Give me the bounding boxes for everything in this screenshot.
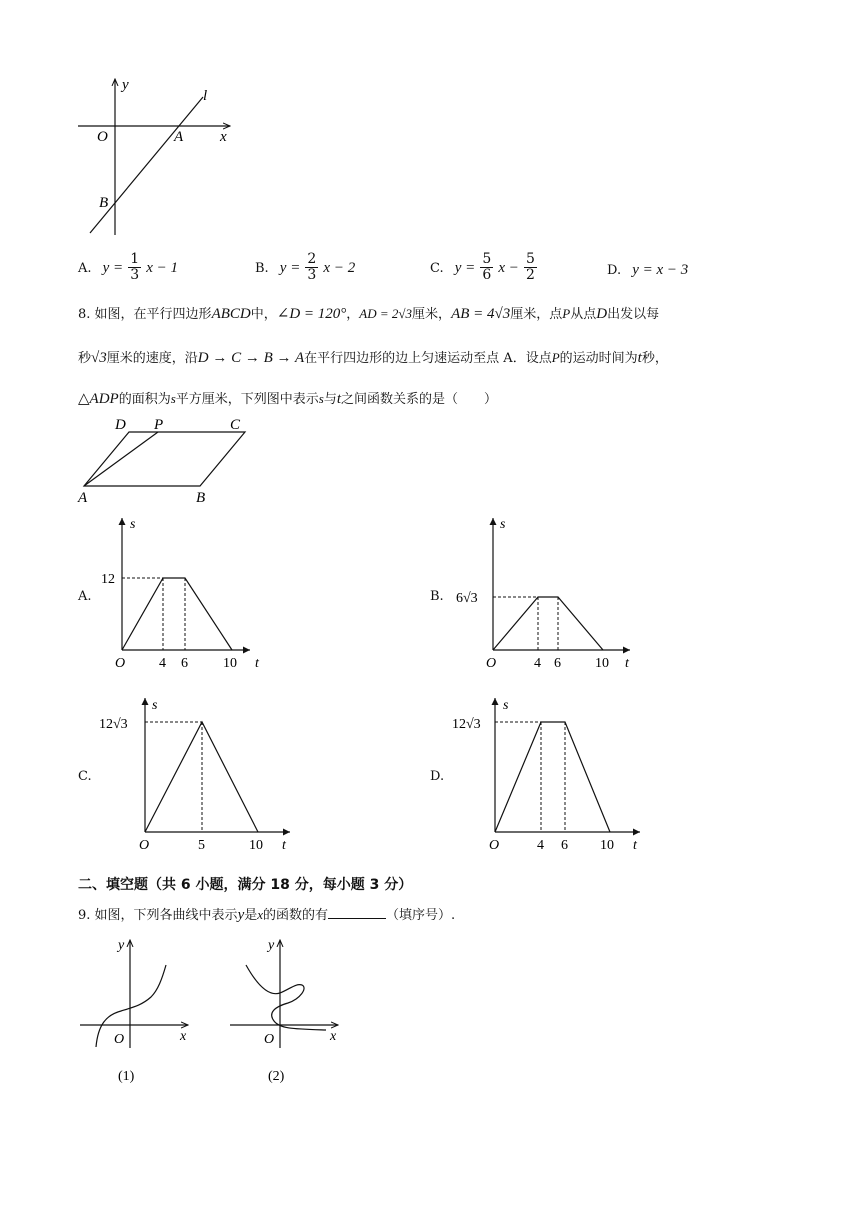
s-axis-label: s: [500, 517, 506, 532]
section-title: 二、填空题（共 6 小题，满分 18 分，每小题 3 分）: [78, 877, 413, 893]
graph-b-curve: [493, 597, 603, 650]
graph-option-c: [95, 695, 295, 857]
x-tick-label: 6: [561, 838, 568, 853]
line-l: [90, 97, 203, 233]
line-graph-figure: [70, 75, 250, 240]
q8-line-3: △ADP的面积为s平方厘米，下列图中表示s与t之间函数关系的是（ ）: [78, 391, 498, 407]
graph-d-curve: [495, 722, 610, 832]
answer-blank[interactable]: [328, 906, 386, 919]
fraction: $\frac{5}{6}$: [482, 251, 492, 283]
y-tick-label: 12: [101, 572, 115, 587]
q7-option-b[interactable]: B. y = $\frac{2}{3}$ x − 2: [255, 251, 356, 283]
graph-option-d: [450, 695, 650, 857]
q8-option-c-label[interactable]: C.: [78, 769, 92, 784]
y-tick-label: 12√3: [99, 717, 128, 732]
x-tick-label: 10: [223, 656, 237, 671]
q8-line-2: 秒√3厘米的速度，沿D → C → B → A在平行四边形的边上匀速运动至点 A．设点P的运动时间为t秒，: [78, 350, 668, 366]
point-b-label: B: [99, 195, 109, 211]
y-axis-label: y: [122, 77, 129, 93]
t-axis-label: t: [633, 838, 637, 853]
q7-option-d[interactable]: D. y = x − 3: [607, 262, 689, 278]
x-tick-label: 5: [198, 838, 205, 853]
vertex-b-label: B: [196, 490, 206, 505]
vertex-a-label: A: [78, 490, 88, 505]
x-tick-label: 10: [249, 838, 263, 853]
curve-2: [246, 965, 326, 1030]
curve-1: [96, 965, 166, 1047]
x-axis-label: x: [180, 1029, 187, 1044]
origin-label: O: [114, 1032, 125, 1047]
x-tick-label: 10: [600, 838, 614, 853]
curve-2-figure: [226, 935, 351, 1085]
x-axis-label: x: [220, 129, 227, 145]
origin-label: O: [486, 656, 497, 671]
parallelogram-figure: [72, 413, 252, 505]
graph-option-b: [450, 515, 640, 675]
q8-option-b-label[interactable]: B.: [430, 589, 444, 604]
point-p-label: P: [154, 417, 164, 433]
s-axis-label: s: [503, 698, 509, 713]
y-tick-label: 6√3: [456, 591, 478, 606]
x-tick-label: 6: [181, 656, 188, 671]
graph-a-curve: [122, 578, 232, 650]
origin-label: O: [489, 838, 500, 853]
q8-line-1: 8. 如图，在平行四边形ABCD中，∠D = 120°，AD = 2√3厘米，AB = 4√3厘米，点P从点D出发以每: [78, 306, 660, 322]
s-axis-label: s: [152, 698, 158, 713]
fraction: $\frac{5}{2}$: [525, 251, 535, 283]
q7-option-c[interactable]: C. y = $\frac{5}{6}$ x − $\frac{5}{2}$: [430, 251, 535, 283]
t-axis-label: t: [282, 838, 286, 853]
x-tick-label: 4: [534, 656, 541, 671]
curve-1-figure: [76, 935, 201, 1085]
q9-text: 9. 如图，下列各曲线中表示y是x的函数的有 （填序号）.: [78, 907, 456, 923]
q8-option-d-label[interactable]: D.: [430, 769, 445, 784]
curve-2-caption: (2): [268, 1069, 285, 1084]
origin-label: O: [139, 838, 150, 853]
t-axis-label: t: [255, 656, 259, 671]
x-tick-label: 6: [554, 656, 561, 671]
q8-option-a-label[interactable]: A.: [78, 589, 92, 604]
line-label-l: l: [203, 88, 208, 104]
y-tick-label: 12√3: [452, 717, 481, 732]
vertex-c-label: C: [230, 417, 241, 433]
fraction: $\frac{2}{3}$: [307, 251, 317, 283]
curve-1-caption: (1): [118, 1069, 135, 1084]
parallelogram-abcd: [84, 432, 245, 486]
t-axis-label: t: [625, 656, 629, 671]
segment-ap: [84, 432, 158, 486]
origin-label: O: [115, 656, 126, 671]
x-tick-label: 10: [595, 656, 609, 671]
point-a-label: A: [174, 129, 184, 145]
s-axis-label: s: [130, 517, 136, 532]
y-axis-label: y: [118, 938, 125, 953]
x-axis-label: x: [330, 1029, 337, 1044]
graph-option-a: [95, 515, 275, 675]
origin-label: O: [97, 129, 108, 145]
y-axis-label: y: [268, 938, 275, 953]
vertex-d-label: D: [115, 417, 126, 433]
fraction: $\frac{1}{3}$: [130, 251, 140, 283]
x-tick-label: 4: [159, 656, 166, 671]
x-tick-label: 4: [537, 838, 544, 853]
origin-label: O: [264, 1032, 275, 1047]
q7-option-a[interactable]: A. y = $\frac{1}{3}$ x − 1: [78, 251, 179, 283]
